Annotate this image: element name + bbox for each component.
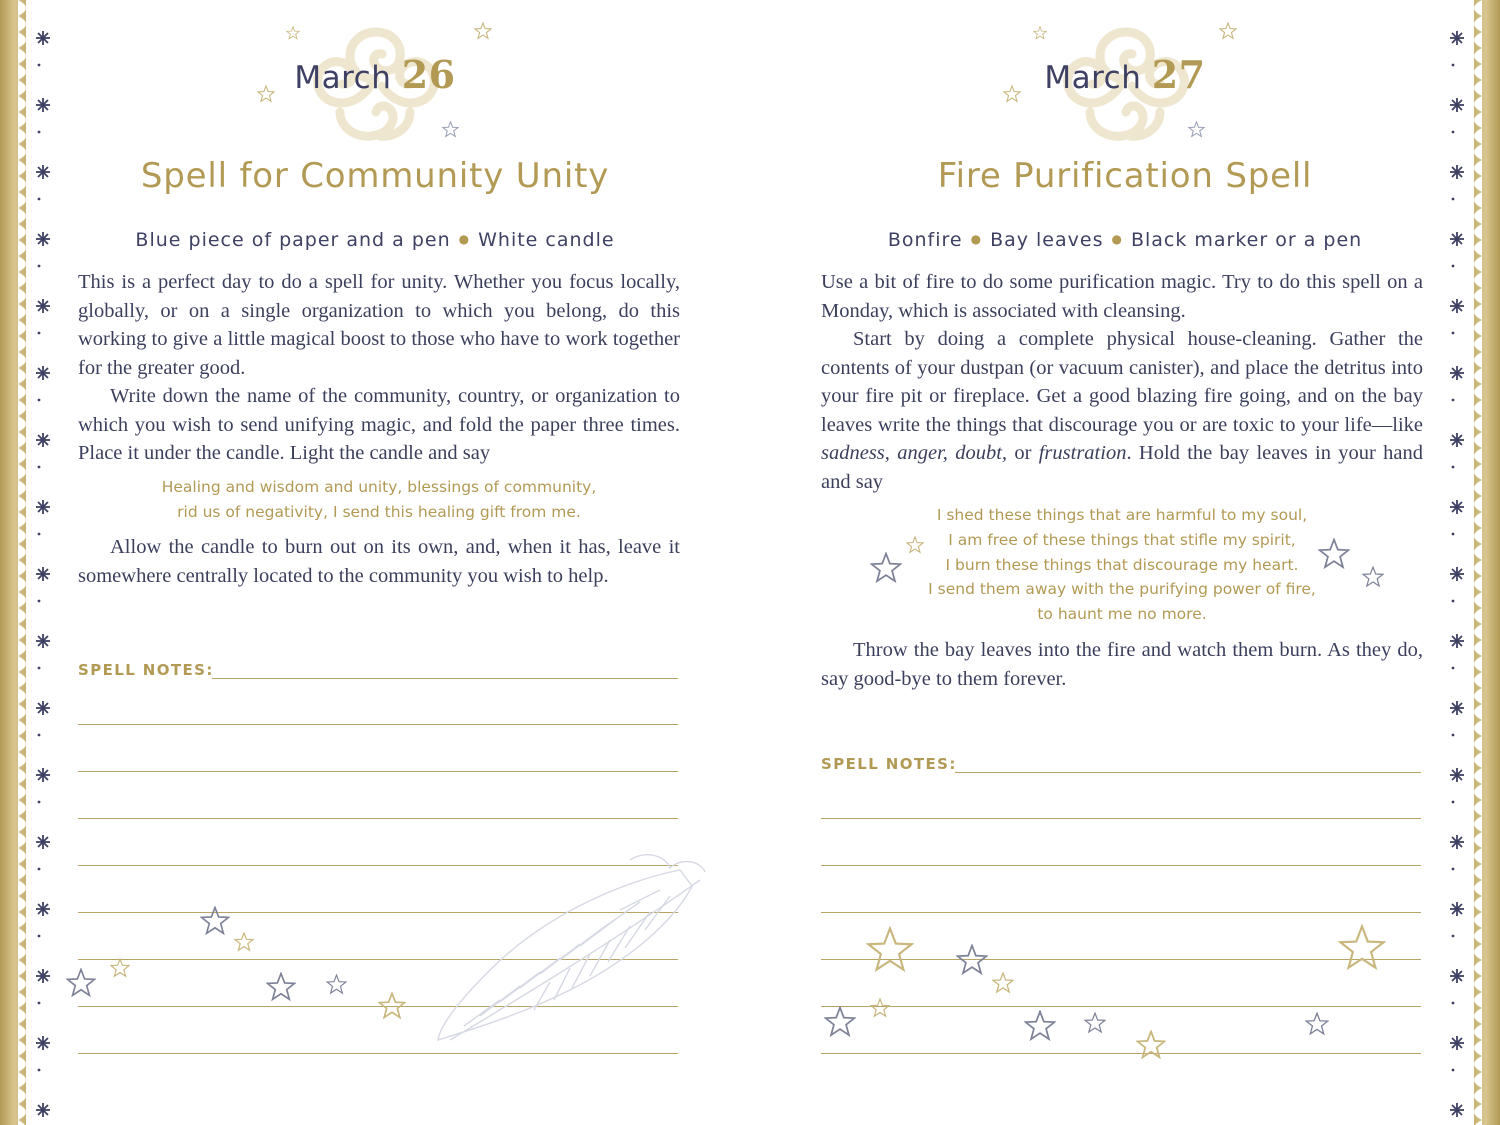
- ingredients-line: [0, 229, 750, 251]
- ingredient: Bonfire: [887, 229, 963, 251]
- star-icon: [1084, 1012, 1106, 1034]
- incantation-line: I send them away with the purifying power of fire,: [928, 580, 1316, 599]
- star-icon: [1338, 924, 1386, 972]
- ingredient: Bay leaves: [990, 229, 1104, 251]
- star-icon: [234, 932, 254, 952]
- paragraph-text: Start by doing a complete physical house-cleaning. Gather the contents of your dustpan (or vacuum canister), and place the detritus into your fire pit or fireplace. Get a good blazing fire going, and on the bay leaves write the things that discourage you or are toxic to your life—like: [821, 328, 1423, 436]
- note-line[interactable]: [78, 724, 678, 725]
- paragraph: [821, 325, 1423, 497]
- date-day: 26: [401, 52, 456, 97]
- date-month: March: [294, 60, 392, 96]
- incantation-line: I shed these things that are harmful to my soul,: [936, 506, 1308, 524]
- note-line[interactable]: [955, 772, 1421, 773]
- star-icon: [870, 552, 902, 584]
- incantation-line: to haunt me no more.: [1037, 605, 1207, 624]
- emphasis-text: frustration: [1038, 442, 1127, 465]
- ingredients-line: [750, 229, 1500, 251]
- incantation-line: Healing and wisdom and unity, blessings of community,: [161, 478, 597, 496]
- star-icon: [378, 992, 406, 1020]
- star-icon: [266, 972, 296, 1002]
- note-line[interactable]: [78, 818, 678, 819]
- star-icon: [1318, 538, 1350, 570]
- paragraph-text: . Hold the bay leaves in your hand and say: [821, 442, 1423, 493]
- date-heading: [750, 52, 1500, 97]
- note-line[interactable]: [821, 1006, 1421, 1007]
- spell-notes-label: SPELL NOTES:: [78, 661, 214, 679]
- incantation-line: I burn these things that discourage my heart.: [945, 555, 1299, 574]
- star-icon: [870, 998, 890, 1018]
- page-march-27: [750, 0, 1500, 1125]
- star-icon: [474, 22, 492, 40]
- star-icon: [1305, 1012, 1329, 1036]
- note-line[interactable]: [821, 818, 1421, 819]
- star-icon: [1219, 22, 1237, 40]
- star-icon: [1024, 1010, 1056, 1042]
- star-icon: [326, 974, 347, 995]
- note-line[interactable]: [78, 771, 678, 772]
- emphasis-text: sadness, anger, doubt,: [821, 442, 1008, 465]
- spell-notes-label: SPELL NOTES:: [821, 755, 957, 773]
- star-icon: [992, 972, 1014, 994]
- star-icon: [442, 121, 459, 138]
- bullet-separator: ●: [970, 232, 983, 246]
- star-icon: [866, 926, 914, 974]
- star-icon: [1033, 26, 1047, 40]
- star-icon: [286, 26, 300, 40]
- star-icon: [824, 1006, 856, 1038]
- incantation: [78, 475, 680, 525]
- date-day: 27: [1151, 52, 1206, 97]
- star-icon: [1362, 566, 1384, 588]
- star-icon: [906, 536, 924, 554]
- note-line[interactable]: [212, 678, 678, 679]
- note-line[interactable]: [821, 865, 1421, 866]
- paragraph: Throw the bay leaves into the fire and watch them burn. As they do, say good-bye to them forever.: [821, 639, 1423, 690]
- feather-icon: [430, 850, 720, 1050]
- bullet-separator: ●: [458, 232, 471, 246]
- ingredient: Black marker or a pen: [1130, 229, 1363, 251]
- paragraph-text: or: [1007, 442, 1039, 465]
- incantation-line: rid us of negativity, I send this healing gift from me.: [177, 502, 581, 521]
- ingredient: Blue piece of paper and a pen: [135, 229, 451, 251]
- spell-title: Fire Purification Spell: [937, 156, 1313, 196]
- star-icon: [1188, 121, 1205, 138]
- star-icon: [956, 944, 988, 976]
- note-line[interactable]: [78, 1053, 678, 1054]
- note-line[interactable]: [821, 1053, 1421, 1054]
- ingredient: White candle: [478, 229, 615, 251]
- note-line[interactable]: [821, 912, 1421, 913]
- paragraph: Use a bit of fire to do some purification magic. Try to do this spell on a Monday, which is associated with cleansing.: [821, 271, 1423, 322]
- bullet-separator: ●: [1111, 232, 1123, 246]
- incantation-line: I am free of these things that stifle my spirit,: [948, 530, 1296, 549]
- star-icon: [200, 906, 230, 936]
- star-icon: [110, 958, 130, 978]
- spell-title: Spell for Community Unity: [140, 156, 610, 196]
- star-icon: [1136, 1030, 1166, 1060]
- star-icon: [66, 968, 96, 998]
- paragraph: This is a perfect day to do a spell for unity. Whether you focus locally, globally, or on a single organization to which you belong, do this working to give a little magical boost to those who have to work together for the greater good.: [78, 271, 680, 379]
- paragraph: Allow the candle to burn out on its own, and, when it has, leave it somewhere centrally located to the community you wish to help.: [78, 536, 680, 587]
- paragraph: Write down the name of the community, country, or organization to which you wish to send unifying magic, and fold the paper three times. Place it under the candle. Light the candle and say: [78, 385, 680, 465]
- date-month: March: [1044, 60, 1142, 96]
- date-heading: [0, 52, 750, 97]
